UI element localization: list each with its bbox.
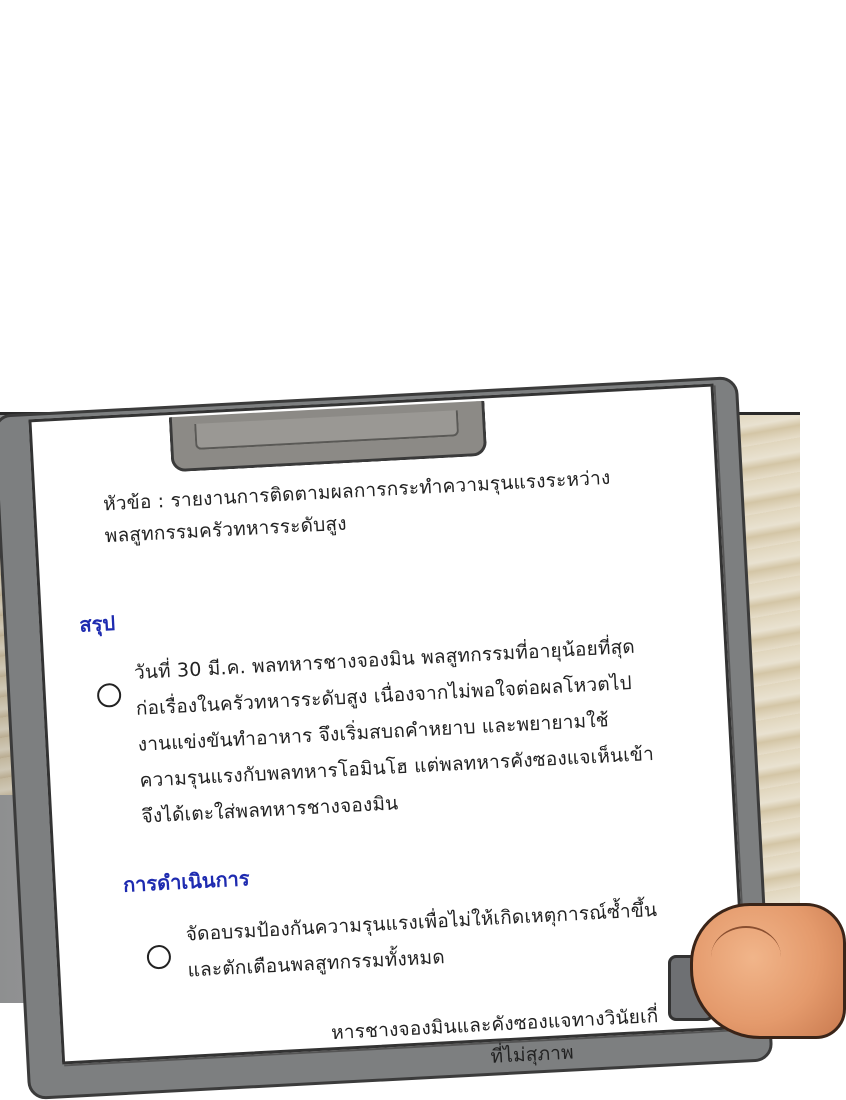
summary-line-1: วันที่ 30 มี.ค. พลทหารชางจองมิน พลสูทกรรมที่อายุน้อยที่สุด <box>133 635 636 684</box>
subject-line-1: หัวข้อ : รายงานการติดตามผลการกระทำความรุนแรงระหว่าง <box>102 466 611 516</box>
action-heading: การดำเนินการ <box>122 866 251 897</box>
action-item-1-line-2: และตักเตือนพลสูทกรรมทั้งหมด <box>187 946 446 982</box>
action-item-2-line-2: ที่ไม่สุภาพ <box>490 1041 575 1068</box>
summary-bullet <box>97 683 122 708</box>
blank-panel-top <box>0 0 800 412</box>
action-item-2-line-1: หารชางจองมินและคังซองแจทางวินัยเกี่ <box>330 1005 659 1045</box>
comic-panel <box>0 412 800 1068</box>
summary-heading: สรุป <box>78 610 116 637</box>
summary-line-2: ก่อเรื่องในครัวทหารระดับสูง เนื่องจากไม่พอใจต่อผลโหวตไป <box>135 671 633 720</box>
hand-crease <box>711 926 781 988</box>
report-text <box>0 395 817 1068</box>
summary-line-4: ความรุนแรงกับพลทหารโอมินโฮ แต่พลทหารคังซองแจเห็นเข้า <box>139 742 655 792</box>
subject-line-2: พลสูทกรรมครัวทหารระดับสูง <box>104 512 348 548</box>
action-bullet-1 <box>146 944 171 969</box>
summary-line-5: จึงได้เตะใส่พลทหารชางจองมิน <box>140 792 399 828</box>
hand-holding-clipboard <box>690 903 846 1039</box>
summary-line-3: งานแข่งขันทำอาหาร จึงเริ่มสบถคำหยาบ และพยายามใช้ <box>137 709 610 756</box>
action-item-1-line-1: จัดอบรมป้องกันความรุนแรงเพื่อไม่ให้เกิดเหตุการณ์ซ้ำขึ้น <box>185 898 658 946</box>
